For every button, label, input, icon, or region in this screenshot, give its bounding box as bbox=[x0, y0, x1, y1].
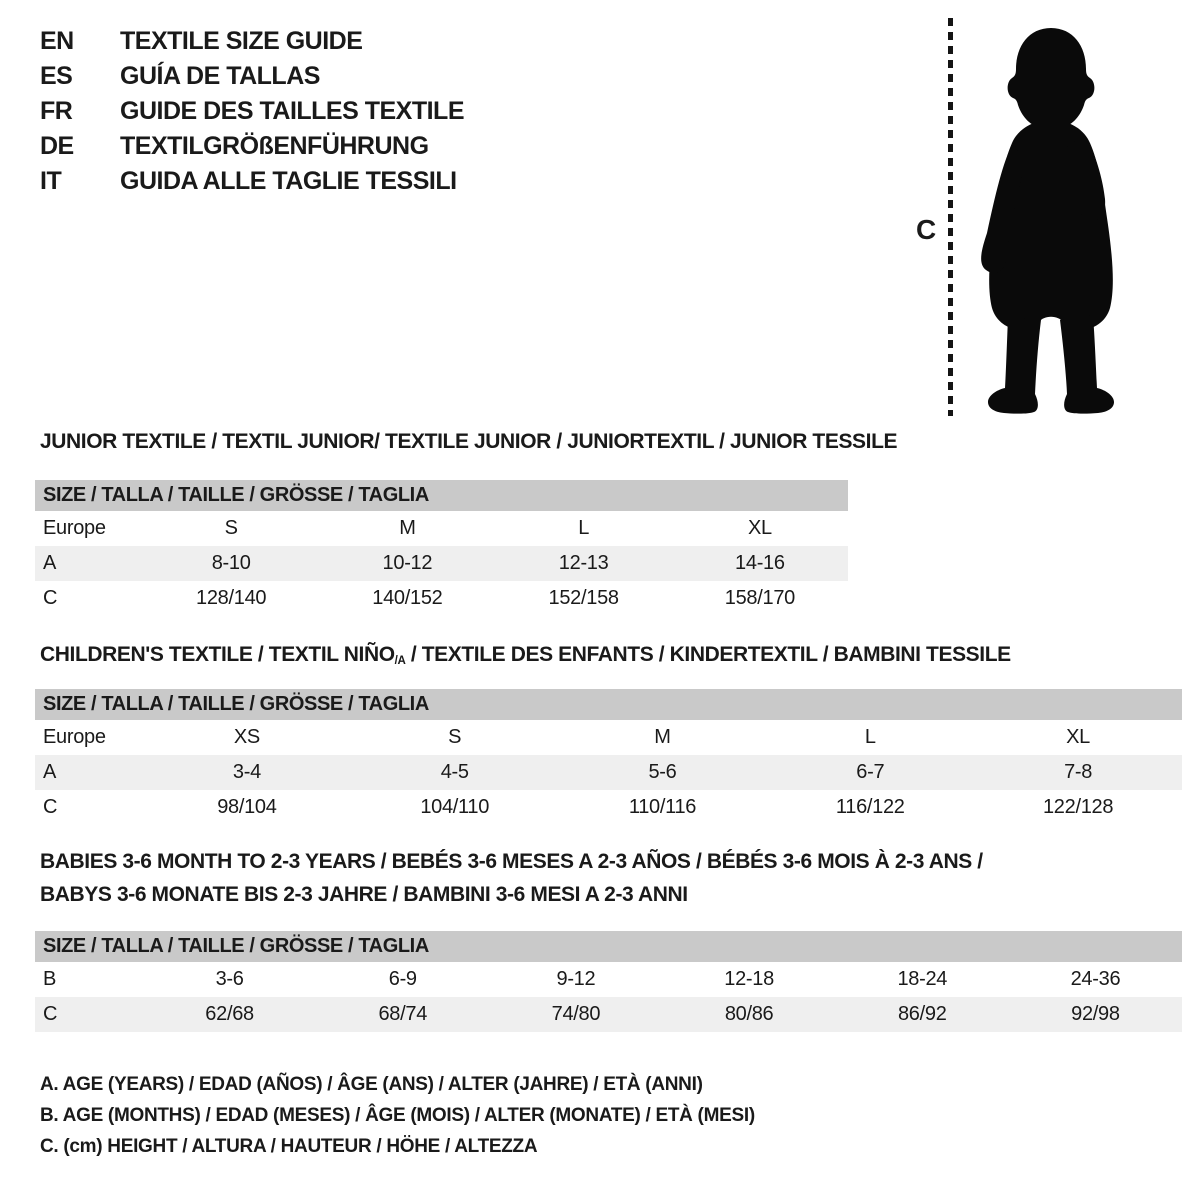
row-label: A bbox=[43, 552, 57, 574]
table-cell: 6-9 bbox=[388, 968, 417, 990]
table-cell: L bbox=[864, 726, 876, 748]
size-header-label: SIZE / TALLA / TAILLE / GRÖSSE / TAGLIA bbox=[43, 693, 429, 715]
height-measure-dashed-line bbox=[948, 18, 953, 416]
legend-item-a: A. AGE (YEARS) / EDAD (AÑOS) / ÂGE (ANS) / ALTER (JAHRE) / ETÀ (ANNI) bbox=[40, 1073, 703, 1095]
language-code: FR bbox=[40, 97, 73, 125]
language-row bbox=[40, 164, 464, 199]
row-label: Europe bbox=[43, 726, 106, 748]
table-cell: 80/86 bbox=[724, 1003, 774, 1025]
table-cell: 10-12 bbox=[382, 552, 433, 574]
toddler-silhouette bbox=[962, 22, 1140, 422]
table-row bbox=[35, 962, 1182, 997]
language-code: EN bbox=[40, 27, 74, 55]
table-cell: 12-18 bbox=[724, 968, 774, 990]
legend bbox=[40, 1069, 755, 1162]
table-cell: M bbox=[399, 517, 416, 539]
table-cell: 140/152 bbox=[372, 587, 443, 609]
size-table-header bbox=[35, 689, 1182, 720]
table-cell: L bbox=[578, 517, 590, 539]
table-cell: S bbox=[448, 726, 462, 748]
babies-title-line2: BABYS 3-6 MONATE BIS 2-3 JAHRE / BAMBINI 3-6 MESI A 2-3 ANNI bbox=[40, 883, 688, 906]
table-cell: XS bbox=[233, 726, 260, 748]
children-title-subscript: /A bbox=[394, 654, 406, 667]
language-title: TEXTILGRÖßENFÜHRUNG bbox=[120, 132, 429, 160]
table-cell: 128/140 bbox=[196, 587, 267, 609]
children-title-post: / TEXTILE DES ENFANTS / KINDERTEXTIL / BAMBINI TESSILE bbox=[405, 643, 1011, 666]
table-row bbox=[35, 581, 848, 616]
table-cell: 62/68 bbox=[205, 1003, 254, 1025]
row-label: C bbox=[43, 1003, 58, 1025]
row-label: B bbox=[43, 968, 57, 990]
language-title: GUIDE DES TAILLES TEXTILE bbox=[120, 97, 465, 125]
size-header-label: SIZE / TALLA / TAILLE / GRÖSSE / TAGLIA bbox=[43, 484, 429, 506]
row-label: Europe bbox=[43, 517, 106, 539]
language-code: IT bbox=[40, 167, 62, 195]
table-cell: 18-24 bbox=[897, 968, 948, 990]
table-cell: 98/104 bbox=[217, 796, 277, 818]
table-cell: 158/170 bbox=[724, 587, 795, 609]
row-label: A bbox=[43, 761, 57, 783]
junior-size-table bbox=[35, 480, 848, 616]
table-row bbox=[35, 790, 1182, 825]
table-cell: 104/110 bbox=[420, 796, 490, 818]
table-row bbox=[35, 755, 1182, 790]
table-cell: 4-5 bbox=[440, 761, 469, 783]
table-row bbox=[35, 997, 1182, 1032]
table-cell: S bbox=[224, 517, 238, 539]
row-label: C bbox=[43, 587, 58, 609]
table-cell: M bbox=[654, 726, 671, 748]
table-cell: 68/74 bbox=[378, 1003, 428, 1025]
size-header-label: SIZE / TALLA / TAILLE / GRÖSSE / TAGLIA bbox=[43, 935, 429, 957]
table-cell: 5-6 bbox=[648, 761, 677, 783]
language-row bbox=[40, 129, 464, 164]
babies-title-line1: BABIES 3-6 MONTH TO 2-3 YEARS / BEBÉS 3-6 MESES A 2-3 AÑOS / BÉBÉS 3-6 MOIS À 2-3 ANS / bbox=[40, 850, 983, 873]
size-table-header bbox=[35, 480, 848, 511]
legend-item-b: B. AGE (MONTHS) / EDAD (MESES) / ÂGE (MOIS) / ALTER (MONATE) / ETÀ (MESI) bbox=[40, 1104, 755, 1126]
table-cell: 12-13 bbox=[558, 552, 609, 574]
table-cell: 9-12 bbox=[556, 968, 596, 990]
table-cell: 14-16 bbox=[735, 552, 785, 574]
language-code: ES bbox=[40, 62, 73, 90]
language-title: GUIDA ALLE TAGLIE TESSILI bbox=[120, 167, 457, 195]
table-cell: 152/158 bbox=[548, 587, 619, 609]
junior-section-title: JUNIOR TEXTILE / TEXTIL JUNIOR/ TEXTILE JUNIOR / JUNIORTEXTIL / JUNIOR TESSILE bbox=[40, 430, 898, 453]
table-cell: 116/122 bbox=[835, 796, 905, 818]
language-row bbox=[40, 59, 464, 94]
table-cell: 92/98 bbox=[1071, 1003, 1120, 1025]
language-title: GUÍA DE TALLAS bbox=[120, 62, 320, 90]
children-section-title bbox=[40, 643, 1011, 667]
height-measure-label: C bbox=[916, 214, 937, 245]
table-cell: 7-8 bbox=[1064, 761, 1093, 783]
table-row bbox=[35, 511, 848, 546]
table-row bbox=[35, 720, 1182, 755]
table-cell: 122/128 bbox=[1042, 796, 1114, 818]
table-cell: 6-7 bbox=[856, 761, 885, 783]
babies-section-title bbox=[40, 845, 983, 911]
language-title: TEXTILE SIZE GUIDE bbox=[120, 27, 363, 55]
table-cell: 3-6 bbox=[215, 968, 244, 990]
table-cell: XL bbox=[1066, 726, 1091, 748]
row-label: C bbox=[43, 796, 58, 818]
language-row bbox=[40, 94, 464, 129]
size-table-header bbox=[35, 931, 1182, 962]
table-cell: 8-10 bbox=[211, 552, 251, 574]
table-cell: 3-4 bbox=[232, 761, 261, 783]
table-row bbox=[35, 546, 848, 581]
language-list bbox=[40, 24, 464, 199]
legend-item-c: C. (cm) HEIGHT / ALTURA / HAUTEUR / HÖHE / ALTEZZA bbox=[40, 1135, 538, 1157]
children-title-pre: CHILDREN'S TEXTILE / TEXTIL NIÑO bbox=[40, 643, 395, 666]
language-code: DE bbox=[40, 132, 74, 160]
babies-size-table bbox=[35, 931, 1182, 1032]
table-cell: 110/116 bbox=[628, 796, 697, 818]
table-cell: 24-36 bbox=[1070, 968, 1121, 990]
children-size-table bbox=[35, 689, 1182, 825]
table-cell: XL bbox=[747, 517, 772, 539]
table-cell: 86/92 bbox=[897, 1003, 947, 1025]
language-row bbox=[40, 24, 464, 59]
table-cell: 74/80 bbox=[551, 1003, 601, 1025]
